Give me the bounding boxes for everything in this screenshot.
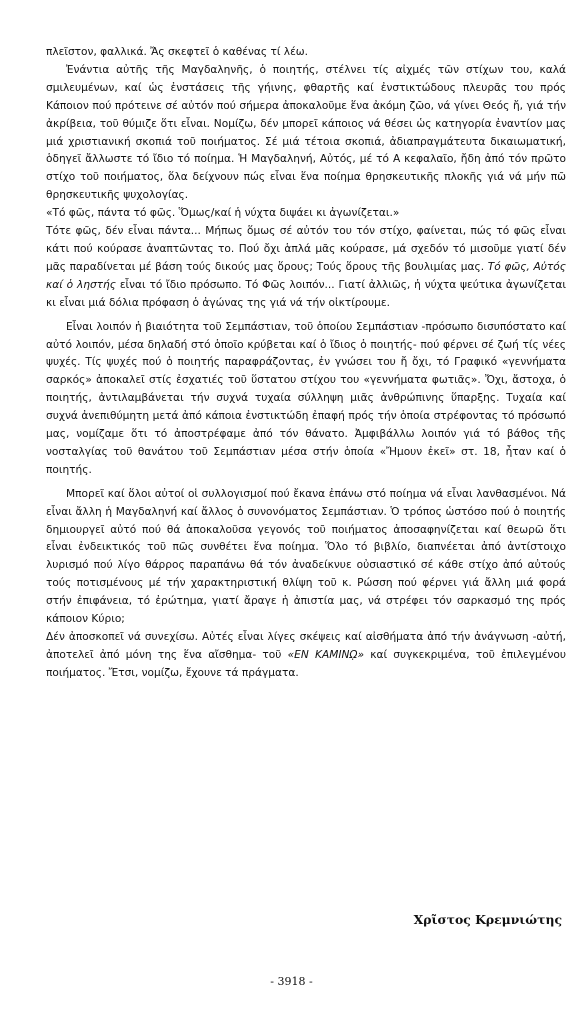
paragraph-6-end: καί συγκεκριμένα, τοῦ ἐπιλεγμένου ποιήματος. Ἔτσι, νομίζω, ἔχουνε τά πράγματα. xyxy=(46,648,566,679)
paragraph-4: Εἶναι λοιπόν ἡ βιαιότητα τοῦ Σεμπάστιαν, τοῦ ὁποίου Σεμπάστιαν -πρόσωπο δισυπόστατο καί αὐτό λοιπόν, μέσα δηλαδή στό ὁποῖο κρύβεται καί ὁ ἴδιος ὁ ποιητής- πού φέρνει σέ ζωή τίς νέες ψυχές. Τίς ψυχές πού ὁ ποιητής παραφράζοντας, ἐν γνώσει του ἤ ὄχι, τό Γραφικό «γεννήματα σαρκός» ἀποκαλεῖ στίς ἐσχατιές τοῦ ὕστατου στίχου του «γεννήματα φωτιᾶς». Ὄχι, ἄστοχα, ὁ ποιητής, ἀντιλαμβάνεται τήν συχνά τυχαία σύλληψη μιᾶς ἀνθρώπινης ὕπαρξης. Τυχαία καί συχνά ἀνεπιθύμητη μετά ἀπό κάποια ἐνστικτώδη ἐπαφή πρός τήν ὁποία στρέφοντας τό πρόσωπό μας, νομίζαμε ὅτι τό ἀποστρέφαμε ἀπό τόν θάνατο. Ἀμφιβάλλω λοιπόν γιά τό βάθος τῆς νοσταλγίας τοῦ θανάτου τοῦ Σεμπάστιαν μέσα στήν ὁποία «Ἤμουν ἐκεῖ» στ. 18, ἦταν καί ὁ ποιητής. xyxy=(46,320,566,476)
paragraph-1: πλεῖστον, φαλλικά. Ἄς σκεφτεῖ ὁ καθένας τί λέω. xyxy=(46,46,309,58)
paragraph-3 xyxy=(46,223,566,313)
paragraph-6 xyxy=(46,629,566,683)
paragraph-3-italic: Τό φῶς, Αὐτός καί ὁ ληστής xyxy=(46,260,566,291)
article-body xyxy=(46,44,566,683)
poem-quote: «Τό φῶς, πάντα τό φῶς. Ὅμως/καί ἡ νύχτα διψάει κι ἀγωνίζεται.» xyxy=(46,207,400,220)
author-signature: Χρῖστος Κρεμνιώτης xyxy=(413,912,562,927)
paragraph-3-start: Τότε φῶς, δέν εἶναι πάντα... Μήπως ὅμως σέ αὐτόν του τόν στίχο, φαίνεται, πώς τό φῶς εἶναι κάτι πού κούρασε ἀναπτῶντας το. Πού ὄχι ἁπλά μᾶς κούρασε, μά σχεδόν τό μισοῦμε γιατί δέν μᾶς παραδίνεται μέ βάση τούς δικούς μας ὅρους; Τούς ὅρους τῆς βουλιμίας μας. xyxy=(46,225,566,273)
paragraph-2: Ἐνάντια αὐτῆς τῆς Μαγδαληνῆς, ὁ ποιητής, στέλνει τίς αἰχμές τῶν στίχων του, καλά σμιλευμένων, καί ὡς ἐνστάσεις τῆς γήινης, φθαρτῆς καί ἐνστικτώδους πλευρᾶς του πρός Κάποιον πού πρότεινε σέ αὐτόν πού σήμερα ἀποκαλοῦμε ἕνα ἀκόμη ζῶο, νά γίνει Θεός ἤ, γιά τήν ἀκρίβεια, τοῦ θύμιζε ὅτι εἶναι. Νομίζω, δέν μπορεῖ κάποιος νά θέσει ὡς κατηγορία ἐναντίον μας μιά χριστιανική σκοπιά τοῦ ποιήματος. Σέ μιά τέτοια σκοπιά, ἀδιαπραγμάτευτα δικαιωματική, ὁδηγεῖ ἄλλωστε τό ἴδιο τό ποίημα. Ἡ Μαγδαληνή, Αὐτός, μέ τό Α κεφαλαῖο, ἤδη ἀπό τόν πρῶτο στίχο τοῦ ποιήματος, ὅλα δείχνουν πώς εἶναι ἕνα ποίημα θρησκευτικῆς πλοκῆς γιά νά μήν πῶ θρησκευτικῆς ψυχολογίας. xyxy=(46,63,566,202)
paragraph-3-end: εἶναι τό ἴδιο πρόσωπο. Τό Φῶς λοιπόν... Γιατί ἀλλιῶς, ἡ νύχτα ψεύτικα ἀγωνίζεται κι εἶναι μιά δόλια πρόφαση ὁ ἀγώνας της γιά νά τήν οἰκτίρουμε. xyxy=(46,278,566,309)
page-number: - 3918 - xyxy=(270,975,313,988)
paragraph-5: Μπορεῖ καί ὅλοι αὐτοί οἱ συλλογισμοί πού ἔκανα ἐπάνω στό ποίημα νά εἶναι λανθασμένοι. Νά εἶναι ἄλλη ἡ Μαγδαληνή καί ἄλλος ὁ συνονόματος Σεμπάστιαν. Ὁ τρόπος ὡστόσο πού ὁ ποιητής δημιουργεῖ αὐτό πού θά ἀποκαλοῦσα γεγονός τοῦ ποιήματος ἀποσαφηνίζεται καί θεωρῶ ὅτι εἶναι ἐνδεικτικός τοῦ πῶς συνθέτει ἕνα ποίημα. Ὅλο τό βιβλίο, διαπνέεται ἀπό ἀντίστοιχο λυρισμό πού λίγο θάρρος παραπάνω θά τόν ἀναδείκνυε οὐσιαστικό σέ κάθε στίχο ἀπό αὐτούς τούς ποτισμένους μέ τήν χαρακτηριστική θλίψη τοῦ κ. Ρώσση πού φέρνει γιά ἄλλη μιά φορά στήν ἐπιφάνεια, τό ἐρώτημα, γιατί ἄραγε ἡ ἀπιστία μας, νά στρέφει τόν σαρκασμό της πρός κάποιον Κύριο; xyxy=(46,487,566,626)
book-title: «ΕΝ ΚΑΜΙΝῼ» xyxy=(287,648,365,661)
paragraph-6-start: Δέν ἀποσκοπεῖ νά συνεχίσω. Αὐτές εἶναι λίγες σκέψεις καί αἰσθήματα ἀπό τήν ἀνάγνωση -αὐτή, ἀποτελεῖ ἀπό μόνη της ἕνα αἴσθημα- τοῦ xyxy=(46,631,566,661)
